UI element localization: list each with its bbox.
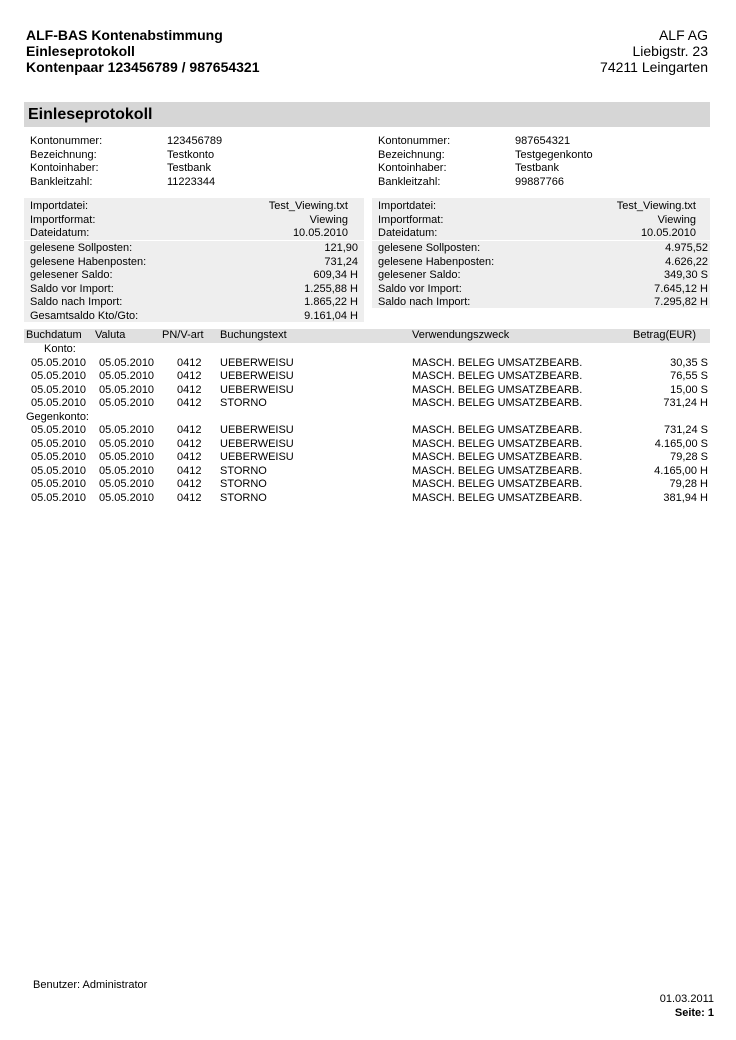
label: Kontonummer: (378, 135, 451, 147)
cell-valuta: 05.05.2010 (99, 397, 155, 409)
cell-buchdatum: 05.05.2010 (31, 451, 87, 463)
cell-buchdatum: 05.05.2010 (31, 491, 87, 504)
cell-buchungstext: UEBERWEISU (220, 370, 294, 382)
value: 123456789 (167, 135, 223, 147)
cell-verwendungszweck: MASCH. BELEG UMSATZBEARB. (412, 464, 583, 477)
label: Saldo vor Import: (30, 282, 114, 295)
value: Test_Viewing.txt (616, 200, 696, 212)
print-date: 01.03.2011 (659, 993, 714, 1005)
value: 11223344 (167, 175, 216, 188)
group-label-text: Konto: (44, 343, 76, 355)
label: Kontoinhaber: (378, 162, 447, 174)
company-street: Liebigstr. 23 (632, 43, 708, 59)
table-row (0, 357, 736, 371)
import-left-values (200, 200, 348, 241)
import-right-labels (378, 200, 443, 241)
cell-valuta: 05.05.2010 (99, 451, 155, 463)
value: 121,90 (324, 242, 358, 254)
cell-valuta: 05.05.2010 (99, 424, 155, 436)
label: gelesene Habenposten: (30, 255, 147, 268)
cell-buchungstext: STORNO (220, 464, 267, 477)
cell-betrag: 731,24 H (663, 397, 708, 409)
cell-verwendungszweck: MASCH. BELEG UMSATZBEARB. (412, 491, 583, 504)
cell-buchdatum: 05.05.2010 (31, 397, 87, 409)
cell-betrag: 79,28 H (669, 478, 708, 490)
value: 10.05.2010 (292, 227, 348, 239)
totals-left-values (230, 242, 358, 323)
label: Dateidatum: (30, 227, 90, 239)
totals-right-values (578, 242, 708, 310)
cell-buchungstext: UEBERWEISU (220, 356, 294, 369)
cell-valuta: 05.05.2010 (99, 464, 155, 477)
value: 7.295,82 H (654, 296, 708, 308)
label: Gesamtsaldo Kto/Gto: (30, 309, 139, 322)
cell-buchungstext: STORNO (220, 478, 267, 490)
label: Importformat: (378, 213, 444, 226)
col-buchungstext: Buchungstext (220, 329, 287, 341)
cell-betrag: 15,00 S (670, 383, 708, 396)
value: Testgegenkonto (515, 148, 593, 161)
cell-buchdatum: 05.05.2010 (31, 424, 87, 436)
value: 1.865,22 H (304, 296, 358, 308)
value: 349,30 S (663, 269, 708, 281)
account-right-values (515, 135, 593, 189)
col-verwendungszweck: Verwendungszweck (412, 329, 510, 341)
group-label-text: Gegenkonto: (26, 410, 89, 423)
table-row (0, 465, 736, 479)
cell-buchungstext: STORNO (220, 491, 267, 504)
cell-verwendungszweck: MASCH. BELEG UMSATZBEARB. (412, 370, 583, 382)
value: Testbank (515, 162, 560, 174)
table-row (0, 451, 736, 465)
company-city: 74211 Leingarten (600, 59, 708, 75)
account-right-labels (378, 135, 450, 189)
label: gelesener Saldo: (378, 269, 461, 281)
col-pnvart: PN/V-art (162, 329, 204, 341)
account-left-values (167, 135, 222, 189)
cell-buchungstext: STORNO (220, 397, 267, 409)
group-label (0, 411, 736, 425)
section-title: Einleseprotokoll (28, 106, 153, 123)
value: 10.05.2010 (640, 227, 696, 239)
page-number: Seite: 1 (674, 1007, 714, 1019)
cell-valuta: 05.05.2010 (99, 370, 155, 382)
label: Saldo nach Import: (378, 296, 471, 308)
value: Testkonto (167, 148, 215, 161)
value: 4.626,22 (665, 255, 708, 268)
cell-buchungstext: UEBERWEISU (220, 424, 294, 436)
label: Bankleitzahl: (30, 175, 93, 188)
cell-verwendungszweck: MASCH. BELEG UMSATZBEARB. (412, 478, 583, 490)
value: 99887766 (515, 175, 564, 188)
company-address (600, 27, 708, 75)
value: 9.161,04 H (304, 309, 358, 322)
cell-betrag: 79,28 S (670, 451, 708, 463)
cell-pnvart: 0412 (177, 478, 202, 490)
table-header (0, 329, 736, 343)
cell-pnvart: 0412 (177, 451, 202, 463)
cell-verwendungszweck: MASCH. BELEG UMSATZBEARB. (412, 383, 583, 396)
cell-betrag: 4.165,00 S (654, 437, 708, 450)
cell-verwendungszweck: MASCH. BELEG UMSATZBEARB. (412, 437, 583, 450)
value: 609,34 H (313, 269, 358, 281)
col-buchdatum: Buchdatum (26, 329, 82, 341)
cell-betrag: 30,35 S (670, 356, 708, 369)
label: gelesene Habenposten: (378, 255, 495, 268)
company-name: ALF AG (658, 27, 708, 43)
cell-pnvart: 0412 (177, 370, 202, 382)
value: 4.975,52 (665, 242, 708, 254)
table-row (0, 438, 736, 452)
label: Kontoinhaber: (30, 162, 99, 174)
value: 7.645,12 H (654, 282, 708, 295)
footer-meta (660, 992, 714, 1020)
cell-verwendungszweck: MASCH. BELEG UMSATZBEARB. (412, 451, 583, 463)
label: Bankleitzahl: (378, 175, 441, 188)
value: 987654321 (515, 135, 571, 147)
import-left-labels (30, 200, 95, 241)
label: gelesene Sollposten: (378, 242, 481, 254)
table-row (0, 397, 736, 411)
label: Bezeichnung: (378, 148, 445, 161)
value: Viewing (309, 213, 348, 226)
cell-buchdatum: 05.05.2010 (31, 478, 87, 490)
label: Bezeichnung: (30, 148, 97, 161)
value: Viewing (657, 213, 696, 226)
cell-betrag: 76,55 S (670, 370, 708, 382)
report-header (26, 27, 260, 75)
label: Importdatei: (30, 200, 89, 212)
col-betrag: Betrag(EUR) (633, 329, 696, 341)
cell-buchdatum: 05.05.2010 (31, 437, 87, 450)
cell-buchdatum: 05.05.2010 (31, 383, 87, 396)
cell-valuta: 05.05.2010 (99, 437, 155, 450)
cell-valuta: 05.05.2010 (99, 478, 155, 490)
value: Testbank (167, 162, 212, 174)
table-row (0, 370, 736, 384)
label: Saldo nach Import: (30, 296, 123, 308)
group-label (0, 343, 736, 357)
cell-pnvart: 0412 (177, 491, 202, 504)
cell-buchungstext: UEBERWEISU (220, 437, 294, 450)
label: Dateidatum: (378, 227, 438, 239)
cell-pnvart: 0412 (177, 397, 202, 409)
table-row (0, 384, 736, 398)
totals-left-labels (30, 242, 146, 323)
label: Importdatei: (378, 200, 437, 212)
table-row (0, 478, 736, 492)
cell-valuta: 05.05.2010 (99, 491, 155, 504)
import-right-values (548, 200, 696, 241)
value: Test_Viewing.txt (268, 200, 348, 212)
label: Saldo vor Import: (378, 282, 462, 295)
cell-buchdatum: 05.05.2010 (31, 370, 87, 382)
cell-betrag: 731,24 S (663, 424, 708, 436)
cell-pnvart: 0412 (177, 424, 202, 436)
col-valuta: Valuta (95, 329, 126, 341)
cell-verwendungszweck: MASCH. BELEG UMSATZBEARB. (412, 356, 583, 369)
cell-pnvart: 0412 (177, 383, 202, 396)
account-pair: Kontenpaar 123456789 / 987654321 (26, 59, 260, 75)
value: 1.255,88 H (304, 282, 358, 295)
label: gelesener Saldo: (30, 269, 113, 281)
cell-buchdatum: 05.05.2010 (31, 464, 87, 477)
cell-pnvart: 0412 (177, 464, 202, 477)
cell-valuta: 05.05.2010 (99, 356, 155, 369)
cell-verwendungszweck: MASCH. BELEG UMSATZBEARB. (412, 397, 583, 409)
report-title: ALF-BAS Kontenabstimmung (26, 27, 223, 43)
label: Importformat: (30, 213, 96, 226)
cell-buchungstext: UEBERWEISU (220, 451, 294, 463)
cell-betrag: 4.165,00 H (654, 464, 708, 477)
cell-pnvart: 0412 (177, 437, 202, 450)
account-left-labels (30, 135, 102, 189)
table-row (0, 492, 736, 506)
cell-buchungstext: UEBERWEISU (220, 383, 294, 396)
cell-betrag: 381,94 H (663, 491, 708, 504)
footer-user: Benutzer: Administrator (33, 979, 148, 991)
table-row (0, 424, 736, 438)
label: Kontonummer: (30, 135, 103, 147)
totals-right-labels (378, 242, 494, 310)
cell-pnvart: 0412 (177, 356, 202, 369)
cell-verwendungszweck: MASCH. BELEG UMSATZBEARB. (412, 424, 583, 436)
value: 731,24 (324, 255, 358, 268)
report-subtitle: Einleseprotokoll (26, 43, 135, 59)
label: gelesene Sollposten: (30, 242, 133, 254)
cell-buchdatum: 05.05.2010 (31, 356, 87, 369)
cell-valuta: 05.05.2010 (99, 383, 155, 396)
